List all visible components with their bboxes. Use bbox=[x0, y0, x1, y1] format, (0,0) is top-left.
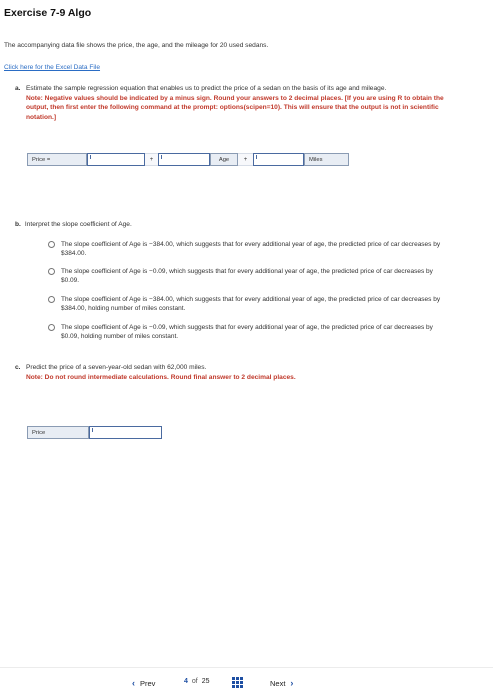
next-label: Next bbox=[270, 678, 286, 688]
part-a-letter: a. bbox=[15, 85, 21, 92]
next-button[interactable] bbox=[270, 678, 293, 688]
option-4[interactable] bbox=[48, 323, 448, 342]
miles-label: Miles bbox=[304, 153, 349, 166]
part-b-question: Interpret the slope coefficient of Age. bbox=[24, 221, 132, 228]
prev-button[interactable] bbox=[132, 678, 155, 688]
plus-sign-1: + bbox=[145, 153, 158, 166]
part-b-letter: b. bbox=[15, 221, 21, 228]
option-2-text: The slope coefficient of Age is −0.09, which suggests that for every additional year of age, the predicted price of car decreases by $0.09. bbox=[61, 268, 433, 285]
part-c-note: Note: Do not round intermediate calculations. Round final answer to 2 decimal places. bbox=[26, 373, 296, 381]
option-2[interactable] bbox=[48, 267, 448, 286]
price-prediction-row bbox=[27, 426, 162, 439]
option-3[interactable] bbox=[48, 295, 448, 314]
part-a-question: Estimate the sample regression equation that enables us to predict the price of a sedan on the basis of its age and mileage. bbox=[26, 85, 387, 92]
option-1[interactable] bbox=[48, 240, 448, 259]
plus-sign-2: + bbox=[238, 153, 253, 166]
page-title: Exercise 7-9 Algo bbox=[4, 7, 92, 19]
age-coefficient-input[interactable] bbox=[158, 153, 210, 166]
grid-icon[interactable] bbox=[232, 677, 243, 688]
prev-label: Prev bbox=[140, 678, 156, 688]
page-of: of bbox=[191, 678, 198, 685]
excel-data-link[interactable]: Click here for the Excel Data File bbox=[4, 64, 101, 71]
predicted-price-input[interactable] bbox=[89, 426, 162, 439]
total-pages: 25 bbox=[201, 678, 210, 685]
part-c-letter: c. bbox=[15, 364, 21, 371]
part-c-question: Predict the price of a seven-year-old sedan with 62,000 miles. bbox=[26, 364, 207, 371]
option-4-text: The slope coefficient of Age is −0.09, which suggests that for every additional year of age, the predicted price of car decreases by $0.09, holding number of miles constant. bbox=[61, 324, 433, 341]
intro-text: The accompanying data file shows the price, the age, and the mileage for 20 used sedans. bbox=[4, 42, 269, 49]
current-page: 4 bbox=[184, 678, 188, 685]
radio-button[interactable] bbox=[48, 241, 55, 248]
chevron-right-icon: › bbox=[290, 678, 294, 688]
chevron-left-icon: ‹ bbox=[132, 678, 135, 688]
radio-button[interactable] bbox=[48, 324, 55, 331]
radio-button[interactable] bbox=[48, 268, 55, 275]
option-3-text: The slope coefficient of Age is −384.00, which suggests that for every additional year of age, the predicted price of car decreases by $384.00, holding number of miles constant. bbox=[61, 296, 441, 313]
footer-divider bbox=[0, 667, 493, 668]
intercept-input[interactable] bbox=[87, 153, 145, 166]
regression-equation-row bbox=[27, 153, 349, 166]
part-a-note: Note: Negative values should be indicated by a minus sign. Round your answers to 2 decimal places. [If you are using R to obtain the output, then first enter the following command at the prompt: options(scipen=10). This will ensure that the output is not in scientific notation.] bbox=[26, 94, 444, 121]
part-c bbox=[15, 363, 296, 382]
miles-coefficient-input[interactable] bbox=[253, 153, 304, 166]
price-equals-label: Price = bbox=[27, 153, 87, 166]
part-a bbox=[15, 84, 465, 122]
option-1-text: The slope coefficient of Age is −384.00, which suggests that for every additional year of age, the predicted price of car decreases by $384.00. bbox=[61, 241, 441, 258]
part-b bbox=[15, 221, 132, 228]
radio-button[interactable] bbox=[48, 296, 55, 303]
page-indicator bbox=[184, 678, 210, 685]
price-label: Price bbox=[27, 426, 89, 439]
age-label: Age bbox=[210, 153, 238, 166]
